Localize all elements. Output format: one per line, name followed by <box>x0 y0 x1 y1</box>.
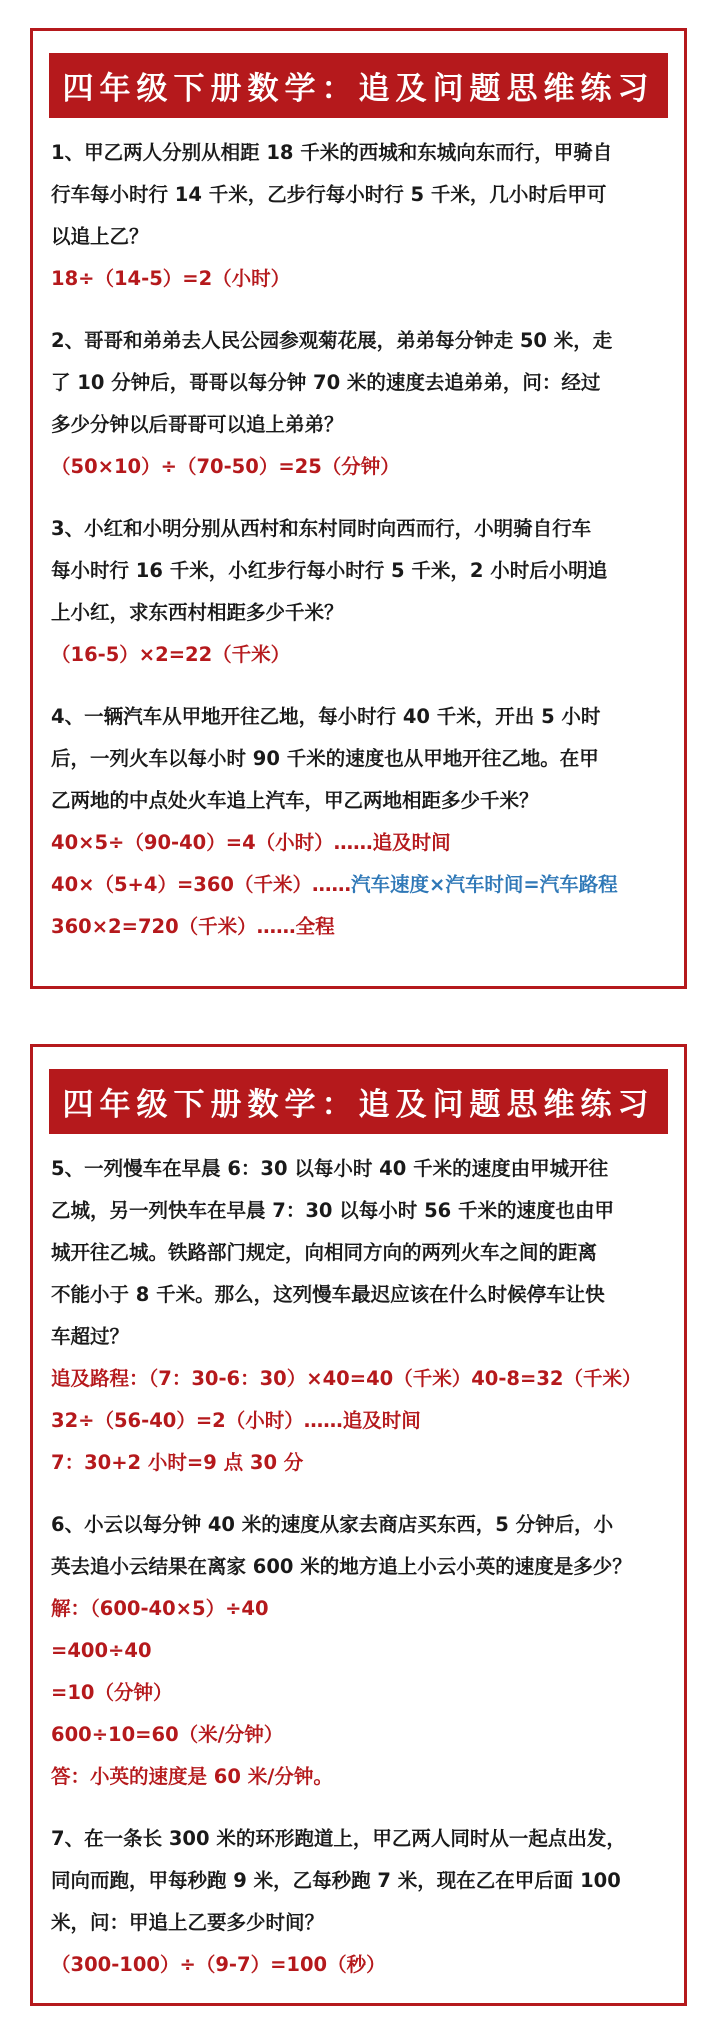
problem-text-line: 了 10 分钟后，哥哥以每分钟 70 米的速度去追弟弟，问：经过 <box>51 371 601 394</box>
problem-block <box>51 508 668 676</box>
worksheet-title: 四年级下册数学：追及问题思维练习 <box>62 71 655 107</box>
solution-line <box>51 864 668 906</box>
problem-text-line: 乙两地的中点处火车追上汽车，甲乙两地相距多少千米？ <box>51 789 539 812</box>
problem-text-line: 行车每小时行 14 千米，乙步行每小时行 5 千米，几小时后甲可 <box>51 183 607 206</box>
solution-text: 7：30+2 小时=9 点 30 分 <box>51 1451 304 1474</box>
problem-gap <box>51 676 668 696</box>
problem-text-line: 7、在一条长 300 米的环形跑道上，甲乙两人同时从一起点出发， <box>51 1827 626 1850</box>
solution-text: （50×10）÷（70-50）=25（分钟） <box>51 455 400 478</box>
solution-text: （300-100）÷（9-7）=100（秒） <box>51 1953 386 1976</box>
problem-gap <box>51 1484 668 1504</box>
solution-text: 40×5÷（90-40）=4（小时）……追及时间 <box>51 831 451 854</box>
solution-text: =400÷40 <box>51 1639 152 1662</box>
problem-gap <box>51 1798 668 1818</box>
problem-list <box>33 118 684 948</box>
solution-line <box>51 1714 668 1756</box>
problem-gap <box>51 488 668 508</box>
problem-block <box>51 696 668 948</box>
problem-gap <box>51 300 668 320</box>
solution-line <box>51 446 668 488</box>
solution-line <box>51 1672 668 1714</box>
problem-block <box>51 320 668 488</box>
solution-text: 解：（600-40×5）÷40 <box>51 1597 269 1620</box>
problem-text-line: 1、甲乙两人分别从相距 18 千米的西城和东城向东而行，甲骑自 <box>51 141 613 164</box>
solution-text: （16-5）×2=22（千米） <box>51 643 291 666</box>
solution-line <box>51 1944 668 1986</box>
problem-block <box>51 1504 668 1798</box>
problem-text-line: 城开往乙城。铁路部门规定，向相同方向的两列火车之间的距离 <box>51 1241 598 1264</box>
solution-text: 答：小英的速度是 60 米/分钟。 <box>51 1765 333 1788</box>
problem-text-line: 后，一列火车以每小时 90 千米的速度也从甲地开往乙地。在甲 <box>51 747 599 770</box>
solution-text: 追及路程：（7：30-6：30）×40=40（千米）40-8=32（千米） <box>51 1367 642 1390</box>
problem-text-line: 3、小红和小明分别从西村和东村同时向西而行，小明骑自行车 <box>51 517 592 540</box>
title-banner <box>49 53 668 118</box>
worksheet-title: 四年级下册数学：追及问题思维练习 <box>62 1087 655 1123</box>
title-banner <box>49 1069 668 1134</box>
solution-line <box>51 1358 668 1400</box>
solution-line <box>51 1630 668 1672</box>
problem-text-line: 每小时行 16 千米，小红步行每小时行 5 千米，2 小时后小明追 <box>51 559 608 582</box>
formula-note: 汽车速度×汽车时间=汽车路程 <box>351 873 618 896</box>
solution-text: 360×2=720（千米）……全程 <box>51 915 335 938</box>
solution-line <box>51 822 668 864</box>
solution-text: 18÷（14-5）=2（小时） <box>51 267 291 290</box>
problem-block <box>51 132 668 300</box>
problem-text-line: 同向而跑，甲每秒跑 9 米，乙每秒跑 7 米，现在乙在甲后面 100 <box>51 1869 621 1892</box>
solution-line <box>51 258 668 300</box>
worksheet-card-1 <box>30 28 687 989</box>
solution-line <box>51 906 668 948</box>
problem-text-line: 4、一辆汽车从甲地开往乙地，每小时行 40 千米，开出 5 小时 <box>51 705 601 728</box>
problem-text-line: 以追上乙？ <box>51 225 149 248</box>
problem-text-line: 多少分钟以后哥哥可以追上弟弟？ <box>51 413 344 436</box>
problem-text-line: 5、一列慢车在早晨 6：30 以每小时 40 千米的速度由甲城开往 <box>51 1157 609 1180</box>
problem-text-line: 车超过？ <box>51 1325 130 1348</box>
solution-line <box>51 1756 668 1798</box>
problem-block <box>51 1818 668 1986</box>
solution-line <box>51 1442 668 1484</box>
problem-text-line: 2、哥哥和弟弟去人民公园参观菊花展，弟弟每分钟走 50 米，走 <box>51 329 613 352</box>
solution-text: 32÷（56-40）=2（小时）……追及时间 <box>51 1409 421 1432</box>
problem-list <box>33 1134 684 1986</box>
solution-line <box>51 1400 668 1442</box>
problem-text-line: 乙城，另一列快车在早晨 7：30 以每小时 56 千米的速度也由甲 <box>51 1199 614 1222</box>
solution-text: =10（分钟） <box>51 1681 173 1704</box>
problem-text-line: 米，问：甲追上乙要多少时间？ <box>51 1911 325 1934</box>
solution-line <box>51 634 668 676</box>
problem-text-line: 不能小于 8 千米。那么，这列慢车最迟应该在什么时候停车让快 <box>51 1283 605 1306</box>
problem-text-line: 上小红，求东西村相距多少千米？ <box>51 601 344 624</box>
solution-line <box>51 1588 668 1630</box>
solution-text: 600÷10=60（米/分钟） <box>51 1723 284 1746</box>
worksheet-card-2 <box>30 1044 687 2006</box>
problem-text-line: 英去追小云结果在离家 600 米的地方追上小云小英的速度是多少？ <box>51 1555 632 1578</box>
solution-text: 40×（5+4）=360（千米）…… <box>51 873 351 896</box>
problem-text-line: 6、小云以每分钟 40 米的速度从家去商店买东西，5 分钟后，小 <box>51 1513 614 1536</box>
problem-block <box>51 1148 668 1484</box>
